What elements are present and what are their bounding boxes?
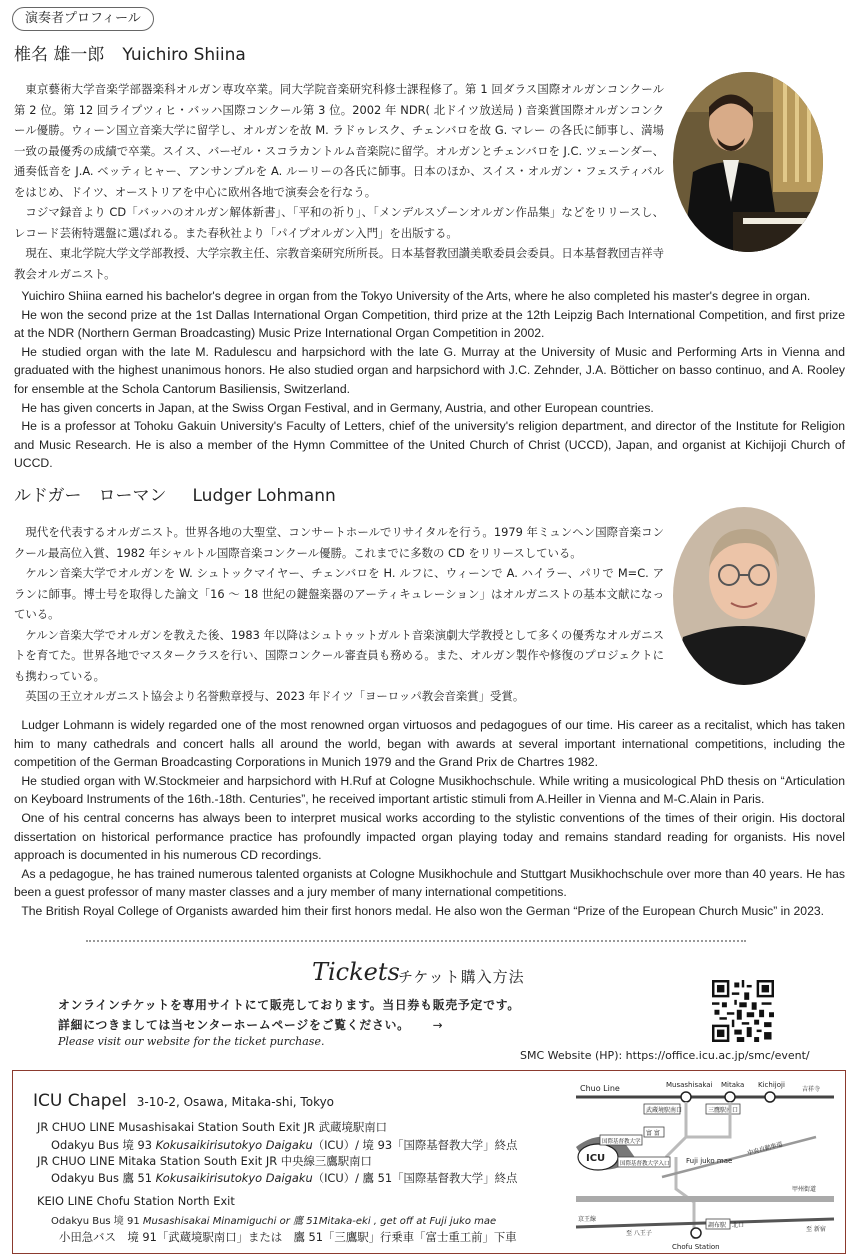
access-line-3: JR CHUO LINE Mitaka Station South Exit JR 中央線三鷹駅南口 xyxy=(37,1154,372,1168)
shiina-bio-jp-p1: 東京藝術大学音楽学部器楽科オルガン専攻卒業。同大学院音楽研究科修士課程修了。第 1 回ダラス国際オルガンコンクール第 2 位。第 12 回ライプツィヒ・バッハ国際コンクール第 3 位。2002 年 NDR( 北ドイツ放送局 ) 音楽賞国際オルガンコンクール優勝。ウィーン国立音楽大学に留学し、オルガンを故 M. ラドゥレスク、チェンバロを故 G. マレー の各氏に師事し、満場一致の最優秀の成績で卒業。スイス、バーゼル・スコラカントルム音楽院に留学。オルガンとチェンバロを J.C. ツェーンダー、通奏低音を J.A. ベッティヒャー、アンサンブルを A. ルーリーの各氏に師事。日本のほか、スイス・オルガン・フェスティバルをはじめ、ドイツ、オーストリアを中心に欧州各地で演奏会を行なう。 xyxy=(14,82,664,199)
access-box xyxy=(12,1070,846,1254)
smc-website[interactable]: SMC Website (HP): https://office.icu.ac.jp/smc/event/ xyxy=(520,1049,810,1062)
kichijoji-station-icon xyxy=(765,1092,775,1102)
shiina-name-jp: 椎名 雄一郎 xyxy=(14,45,105,65)
chofu-station-icon xyxy=(691,1228,701,1238)
map-fuji: Fuji juko mae xyxy=(686,1157,733,1165)
shiina-portrait-image xyxy=(673,72,823,252)
ticket-info-line2-text: 詳細につきましては当センターホームページをご覧ください。 xyxy=(58,1018,410,1032)
qr-code[interactable] xyxy=(712,980,774,1042)
map-chofu-jp: 調布駅 xyxy=(708,1222,727,1229)
shiina-name-en: Yuichiro Shiina xyxy=(122,45,246,65)
map-musashisakai-s: 武蔵境駅南口 xyxy=(646,1107,683,1114)
access-line-2a: Odakyu Bus 境 93 xyxy=(51,1138,156,1152)
access-line-6 xyxy=(51,1212,496,1227)
shiina-photo xyxy=(673,72,823,252)
shiina-bio-en-p1: Yuichiro Shiina earned his bachelor's degree in organ from the Tokyo University of the Arts, where he also completed his master's degree in organ. xyxy=(21,289,811,303)
shiina-bio-jp-p3: 現在、東北学院大学文学部教授、大学宗教主任、宗教音楽研究所所長。日本基督教団讃美歌委員会委員。日本基督教団吉祥寺教会オルガニスト。 xyxy=(14,246,664,281)
map-icu-label: 国際基督教大学 xyxy=(602,1139,641,1145)
ticket-info-en: Please visit our website for the ticket purchase. xyxy=(58,1035,325,1048)
access-line-2b: Kokusaikirisutokyo Daigaku xyxy=(155,1138,313,1152)
access-line-7: 小田急バス 境 91「武蔵境駅南口」または 鷹 51「三鷹駅」行乗車「富士重工前」下車 xyxy=(59,1230,517,1244)
access-line-1: JR CHUO LINE Musashisakai Station South Exit JR 武蔵境駅南口 xyxy=(37,1120,388,1134)
lohmann-bio-jp-p2: ケルン音楽大学でオルガンを W. シュトックマイヤー、チェンバロを H. ルフに、ウィーンで A. ハイラー、パリで M=C. アランに師事。博士号を取得した論文「16 ～ 18 世紀の鍵盤楽器のアーティキュレーション」はオルガニストの基本文献になっている。 xyxy=(14,566,664,621)
tickets-title: Tickets xyxy=(312,958,400,986)
ticket-info-line2 xyxy=(58,1016,443,1033)
lohmann-bio-jp xyxy=(14,522,664,707)
lohmann-bio-en-p3: One of his central concerns has always been to interpret musical works according to the stylistic conventions of the times of their origin. His doctoral dissertation on historical performance practice has profoundly impacted organ playing today and remains standard reading for organists. His novel approach is documented in his numerous CD recordings. xyxy=(14,810,845,863)
arrow-right-icon: → xyxy=(432,1018,444,1032)
shiina-bio-en-p3: He studied organ with the late M. Radulescu and harpsichord with the late G. Murray at the University of Music and Performing Arts in Vienna and graduated with the highest unanimous honors. He also studied organ and harpsichord with J.C. Zehnder, J.A. Bötticher on basso continuo, and A. Rooley for ensemble at the Schola Cantorum Basiliensis, Switzerland. xyxy=(14,344,845,396)
map-chofu: Chofu Station xyxy=(672,1243,720,1251)
lohmann-bio-en-p2: He studied organ with W.Stockmeier and harpsichord with H.Ruf at Cologne Musikhochschule. While writing a musicological PhD thesis on “Articulation on Keyboard Instruments of the 16th.-18th. Centuries”, he received important artistic stimuli from A.Heiller in Vienna and M-C.Alain in Paris. xyxy=(14,773,845,807)
lohmann-bio-en-p5: The British Royal College of Organists awarded him their first honors medal. He also won the German “Prize of the European Church Music” in 2023. xyxy=(21,903,825,918)
map-hachioji: 至 八王子 xyxy=(626,1230,652,1237)
map-keio: 京王線 xyxy=(578,1216,597,1223)
access-line-4b: Kokusaikirisutokyo Daigaku xyxy=(155,1171,313,1185)
musashisakai-station-icon xyxy=(681,1092,691,1102)
map-chuo-line: Chuo Line xyxy=(580,1084,620,1093)
shiina-bio-en-p5: He is a professor at Tohoku Gakuin University's Faculty of Letters, chief of the university's religion department, and director of the Institute for Religion and Music Research. He is also a member of the Hymn Committee of the United Church of Christ (UCCD), Japan, and organist at Kichijoji Church of UCCD. xyxy=(14,419,845,471)
lohmann-bio-jp-p3: ケルン音楽大学でオルガンを教えた後、1983 年以降はシュトゥットガルト音楽演劇大学教授として多くの優秀なオルガニストを育てた。世界各地でマスタークラスを行い、国際コンクール審査員も務める。また、オルガン製作や修復のプロジェクトにも携わっている。 xyxy=(14,627,664,683)
ticket-info-line1: オンラインチケットを専用サイトにて販売しております。当日券も販売予定です。 xyxy=(58,998,520,1012)
divider xyxy=(86,940,746,942)
lohmann-photo xyxy=(673,507,815,685)
access-line-6a: Odakyu Bus 境 91 xyxy=(51,1216,143,1227)
access-line-6b: Musashisakai Minamiguchi or 鷹 51Mitaka-eki , get off at Fuji juko mae xyxy=(142,1216,497,1227)
access-line-2c: （ICU）/ 境 93「国際基督教大学」終点 xyxy=(312,1138,518,1152)
lohmann-bio-jp-p1: 現代を代表するオルガニスト。世界各地の大聖堂、コンサートホールでリサイタルを行う。1979 年ミュンヘン国際音楽コンクール最高位入賞、1982 年シャルトル国際音楽コンクール優勝。これまでに多数の CD をリリースしている。 xyxy=(14,525,664,560)
map-kichijoji-jp: 吉祥寺 xyxy=(802,1086,821,1093)
shiina-bio-en-p4: He has given concerts in Japan, at the Swiss Organ Festival, and in Germany, Austria, and other European countries. xyxy=(21,400,654,415)
access-line-2 xyxy=(51,1137,517,1153)
access-line-4a: Odakyu Bus 鷹 51 xyxy=(51,1171,156,1185)
lohmann-name-jp: ルドガー ローマン xyxy=(14,486,167,506)
lohmann-bio-en-p4: As a pedagogue, he has trained numerous talented organists at Cologne Musikhochule and Stuttgart Musikhochschule over more than 40 years. He has been a guest professor of many master classes and a jury member of many international competitions. xyxy=(14,866,845,900)
shiina-name xyxy=(14,40,246,65)
lohmann-bio-en-p1: Ludger Lohmann is widely regarded one of the most renowned organ virtuosos and pedagogues of our time. His career as a recitalist, which has taken him to many cathedrals and concert halls all around the world, began with awards at several important international competitions, including the competition of the German Broadcasting Corporations in Munich 1979 and the Grand Prix de Chartres 1982. xyxy=(14,718,845,770)
access-map[interactable] xyxy=(566,1077,838,1251)
access-line-4c: （ICU）/ 鷹 51「国際基督教大学」終点 xyxy=(312,1171,518,1185)
lohmann-name xyxy=(14,481,336,506)
tickets-title-jp: チケット購入方法 xyxy=(398,968,525,986)
venue-name: ICU Chapel xyxy=(33,1091,127,1111)
map-shinjuku: 至 新宿 xyxy=(806,1226,826,1233)
lohmann-name-en: Ludger Lohmann xyxy=(192,486,336,506)
map-icu: ICU xyxy=(586,1153,606,1164)
venue-title xyxy=(33,1091,334,1111)
map-mitaka-s: 三鷹駅南口 xyxy=(708,1107,739,1114)
lohmann-bio-jp-p4: 英国の王立オルガニスト協会より名誉勲章授与、2023 年ドイツ「ヨーロッパ教会音楽賞」受賞。 xyxy=(25,689,525,703)
map-chuo-road: 中央自動車道 xyxy=(746,1140,784,1157)
shiina-bio-jp-p2: コジマ録音より CD「バッハのオルガン解体新書」、「平和の祈り」、「メンデルスゾーンオルガン作品集」などをリリースし、レコード芸術特選盤に選ばれる。また春秋社より「パイプオルガン入門」を出版する。 xyxy=(14,205,664,240)
lohmann-portrait-image xyxy=(673,507,815,685)
access-line-4 xyxy=(51,1170,517,1186)
map-musashisakai: Musashisakai xyxy=(666,1081,713,1089)
map-kita: 北口 xyxy=(732,1222,745,1229)
access-map-svg xyxy=(566,1077,838,1251)
map-kichijoji: Kichijoji xyxy=(758,1081,785,1089)
map-fuji-jp: 富 富 xyxy=(646,1130,660,1137)
access-line-5: KEIO LINE Chofu Station North Exit xyxy=(37,1194,235,1208)
venue-address: 3-10-2, Osawa, Mitaka-shi, Tokyo xyxy=(136,1095,335,1109)
shiina-bio-en-p2: He won the second prize at the 1st Dallas International Organ Competition, third prize at the 12th Leipzig Bach International Competition, and first prize at the NDR (Northern German Broadcasting) Music Prize International Organ Competition in 2002. xyxy=(14,307,845,341)
shiina-bio-jp xyxy=(14,79,664,284)
map-koshu: 甲州街道 xyxy=(792,1186,817,1193)
shiina-bio-en xyxy=(14,287,845,473)
mitaka-station-icon xyxy=(725,1092,735,1102)
qr-code-icon xyxy=(712,980,774,1042)
profile-section-tag: 演奏者プロフィール xyxy=(12,7,154,31)
map-icu-label2: 国際基督教大学入口 xyxy=(620,1161,670,1167)
map-mitaka: Mitaka xyxy=(721,1081,745,1089)
lohmann-bio-en xyxy=(14,716,845,921)
